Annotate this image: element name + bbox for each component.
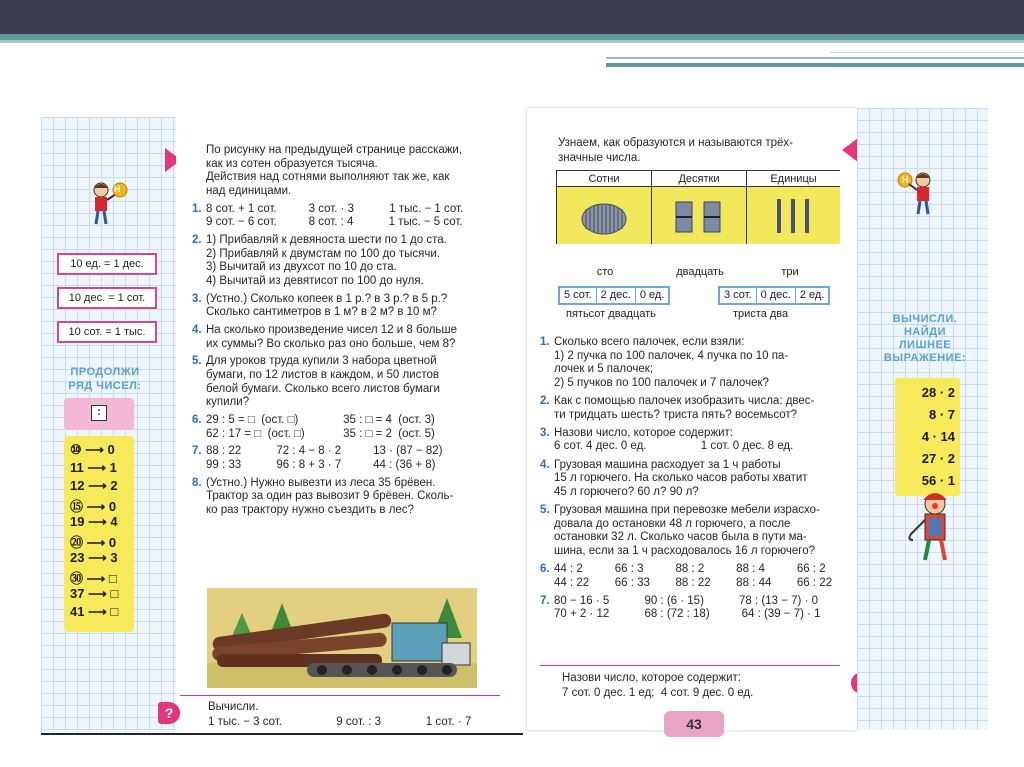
line-text: 15 л горючего. На сколько часов работы хватит [554,472,808,485]
text-line [192,274,424,288]
line-text: Как с помощью палочек изобразить числа: двес- [554,395,815,407]
line-text: 70 + 2 · 12 68 : (72 : 18) 64 : (39 − 7) · 1 [554,608,821,621]
pink-flag-icon [842,138,858,162]
line-text: На сколько произведение чисел 12 и 8 больше [206,324,458,336]
series-row: ⑮ ⟶ 0 [70,499,117,514]
line-text: Для уроков труда купили 3 набора цветной [206,355,437,368]
line-text: Сколько сантиметров в 1 м? в 2 м? в 10 м? [206,306,437,319]
expression-row: 27 · 2 [921,451,955,466]
line-text: 88 : 22 72 : 4 − 8 · 2 13 · (87 − 82) [206,445,443,458]
series-row: 23 ⟶ 3 [70,550,118,565]
table-header-units: Единицы [747,171,840,187]
footer-exercise: 1 тыс. − 3 сот. 9 сот. : 3 1 сот. · 7 [208,716,472,728]
expression-row: 4 · 14 [921,429,955,444]
line-text: (Устно.) Нужно вывезти из леса 35 брёвен. [206,476,436,489]
text-line [540,594,818,608]
text-line [540,408,797,422]
text-line [192,368,439,382]
units-value: 0 ед. [639,289,665,301]
line-text: 44 : 22 66 : 33 88 : 22 88 : 44 66 : 22 [554,576,833,589]
clown-character-icon [905,490,960,565]
strip-heading-line4: ВЫРАЖЕНИЕ: [883,352,967,364]
footer-title: Вычисли. [208,701,259,713]
line-text: Грузовая машина при перевозке мебели израсхо- [554,504,820,516]
units-value: 2 ед. [799,289,825,301]
text-line [192,292,447,306]
question-icon: ? [158,702,180,724]
text-line [540,530,807,544]
exercise-number: 5. [192,355,202,368]
line-text: 99 : 33 96 : 8 + 3 · 7 44 : (36 + 8) [206,459,436,471]
number-box-520-label: пятьсот двадцать [566,308,656,320]
line-text: 6 сот. 4 дес. 0 ед. 1 сот. 0 дес. 8 ед. [554,440,794,453]
tractor-illustration [207,588,477,688]
text-line [192,382,440,396]
line-text: 29 : 5 = □ (ост. □) 35 : □ = 4 (ост. 3) [206,414,435,426]
line-text: остановки 32 л. Сколько часов была в пути ма- [554,531,807,544]
line-text: как из сотен образуется тысяча. [206,157,378,170]
line-text: белой бумаги. Сколько всего листов бумаги [206,382,440,395]
text-line [192,354,437,368]
line-text: 3) Вычитай из двухсот по 10 до ста. [206,261,397,274]
text-line [540,517,790,531]
exercise-number: 3. [540,426,550,439]
series-row: ㉚ ⟶ □ [70,571,117,586]
text-line [192,444,443,458]
text-line [192,170,449,184]
text-line [192,233,447,247]
units-cell [747,187,840,244]
line-text: купили? [206,396,250,409]
page-number: 43 [664,711,724,737]
series-row: ⑳ ⟶ 0 [70,535,117,550]
expression-row: 8 · 7 [928,407,955,422]
stick-bundles-icon [652,187,747,244]
exercise-number: 7. [192,445,202,458]
text-line [540,362,653,376]
line-text: Сколько всего палочек, если взяли: [554,336,745,348]
text-line [540,607,821,621]
exercise-number: 1. [192,202,202,215]
unit-box-3: 10 сот. = 1 тыс. [57,321,157,343]
title-bar [0,0,1024,34]
exercise-number: 6. [192,414,202,426]
footer-title: Назови число, которое содержит: [562,672,741,684]
tractor-scene-icon [207,588,477,688]
text-line [192,215,463,229]
decor-line [830,52,1024,53]
line-text: 8 сот. + 1 сот. 3 сот. · 3 1 тыс. − 1 сот. [206,202,464,215]
boy-character-icon [86,180,130,228]
badge-letter: Н [902,175,909,185]
text-line [540,471,808,485]
line-text: довала до остановки 48 л горючего, а после [554,517,791,530]
text-line [540,485,699,499]
line-text: 44 : 2 66 : 3 88 : 2 88 : 4 66 : 2 [554,563,826,575]
text-line [540,426,733,440]
exercise-number: 2. [192,234,202,246]
table-label-three: три [781,266,799,278]
text-line [540,335,744,349]
text-line [540,562,826,576]
text-line [540,503,820,517]
line-text: ко раз трактору нужно съездить в лес? [206,504,414,516]
line-text: над единицами. [206,184,292,197]
line-text: лочек и 5 палочек; [554,363,654,376]
badge-letter: Н [114,184,121,194]
intro-line2: значные числа. [558,152,641,164]
text-line [192,323,457,337]
exercise-number: 8. [192,476,202,489]
line-text: ти тридцать шесть? триста пять? восемьсот? [554,408,798,421]
line-text: их суммы? Во сколько раз оно больше, чем 8? [206,337,456,350]
line-text: 2) Прибавляй к двумстам по 100 до тысячи. [206,247,440,260]
text-line [540,349,788,363]
text-line [192,157,378,171]
series-row: ⑩ ⟶ 0 [70,442,115,457]
strip-heading-line1: ВЫЧИСЛИ. [892,313,958,325]
operation-header [64,398,134,430]
text-line [192,305,437,319]
text-line [192,427,435,441]
line-text: 80 − 16 · 5 90 : (6 · 15) 78 : (13 − 7) · 0 [554,594,818,607]
place-value-table [556,170,840,244]
strip-heading-line1: ПРОДОЛЖИ [70,366,140,378]
line-text: 4) Вычитай из девятисот по 100 до нуля. [206,274,424,287]
series-row: 37 ⟶ □ [70,586,119,601]
hundreds-value: 3 сот. [720,288,757,303]
text-line [192,395,249,409]
exercise-number: 6. [540,563,550,575]
decor-line [606,63,1024,67]
text-line [192,503,414,517]
text-line [192,202,463,216]
line-text: 9 сот. − 6 сот. 8 сот. : 4 1 тыс. − 5 сот. [206,216,463,229]
text-line [192,413,435,427]
number-box-520 [558,286,670,305]
strip-heading-line2: РЯД ЧИСЕЛ: [68,380,142,392]
hundreds-cell [557,187,652,244]
line-text: Действия над сотнями выполняют так же, как [206,171,450,184]
table-header-hundreds: Сотни [557,171,652,187]
section-divider [180,695,500,696]
line-text: 2) 5 пучков по 100 палочек и 7 палочек? [554,376,769,389]
text-line [192,247,440,261]
exercise-number: 5. [540,504,550,516]
text-line [192,489,453,503]
table-label-twenty: двадцать [676,266,724,278]
single-sticks-icon [747,187,840,244]
page-bottom-line [41,733,523,735]
text-line [192,143,462,157]
unit-box-2: 10 дес. = 1 сот. [57,287,157,309]
decor-line [606,57,1024,59]
series-row: 11 ⟶ 1 [70,460,117,475]
series-row: 41 ⟶ □ [70,604,119,619]
text-line [192,337,455,351]
footer-exercise: 7 сот. 0 дес. 1 ед; 4 сот. 9 дес. 0 ед. [562,687,754,699]
tens-cell [652,187,747,244]
exercise-number: 3. [192,292,202,305]
line-text: 62 : 17 = □ (ост. □) 35 : □ = 2 (ост. 5) [206,427,435,440]
line-text: Грузовая машина расходует за 1 ч работы [554,458,781,471]
text-line [540,376,769,390]
stick-bundle-icon [557,187,652,244]
text-line [192,260,397,274]
number-box-302 [718,286,830,305]
strip-heading-line3: ЛИШНЕЕ [898,339,952,351]
table-header-tens: Десятки [652,171,747,187]
exercise-number: 2. [540,395,550,407]
line-text: Назови число, которое содержит: [554,426,733,439]
tens-value: 2 дес. [597,288,636,303]
line-text: 1) Прибавляй к девяноста шести по 1 до ста. [206,234,447,246]
text-line [540,439,793,453]
line-text: По рисунку на предыдущей странице расскажи, [206,144,463,156]
intro-line1: Узнаем, как образуются и называются трёх- [558,137,793,149]
text-line [540,576,832,590]
text-line [192,458,435,472]
tens-value: 0 дес. [757,288,796,303]
strip-heading-line2: НАЙДИ [903,326,947,338]
exercise-number: 4. [540,458,550,471]
expression-row: 28 · 2 [921,385,955,400]
line-text: (Устно.) Сколько копеек в 1 р.? в 3 р.? в 5 р.? [206,292,448,305]
text-line [540,394,814,408]
line-text: 45 л горючего? 60 л? 90 л? [554,485,699,498]
division-symbol: : [91,405,107,421]
section-divider [540,665,840,666]
series-row: 12 ⟶ 2 [70,478,118,493]
series-row: 19 ⟶ 4 [70,514,118,529]
expression-row: 56 · 1 [921,473,955,488]
text-line [540,458,781,472]
line-text: бумаги, по 12 листов в каждом, и 50 листов [206,369,440,381]
table-label-hundred: сто [596,266,614,278]
exercise-number: 4. [192,324,202,336]
line-text: шина, если за 1 ч расходовалось 16 л горючего? [554,544,815,557]
accent-bar-light [0,40,1024,43]
text-line [192,184,291,198]
line-text: Трактор за один раз вывозит 9 брёвен. Сколь- [206,490,454,503]
exercise-number: 7. [540,594,550,607]
text-line [540,544,815,558]
text-line [192,476,435,490]
hundreds-value: 5 сот. [560,288,597,303]
exercise-number: 1. [540,336,550,348]
line-text: 1) 2 пучка по 100 палочек, 4 пучка по 10 па- [554,349,789,362]
unit-box-1: 10 ед. = 1 дес. [57,253,157,275]
number-box-302-label: триста два [733,308,789,320]
